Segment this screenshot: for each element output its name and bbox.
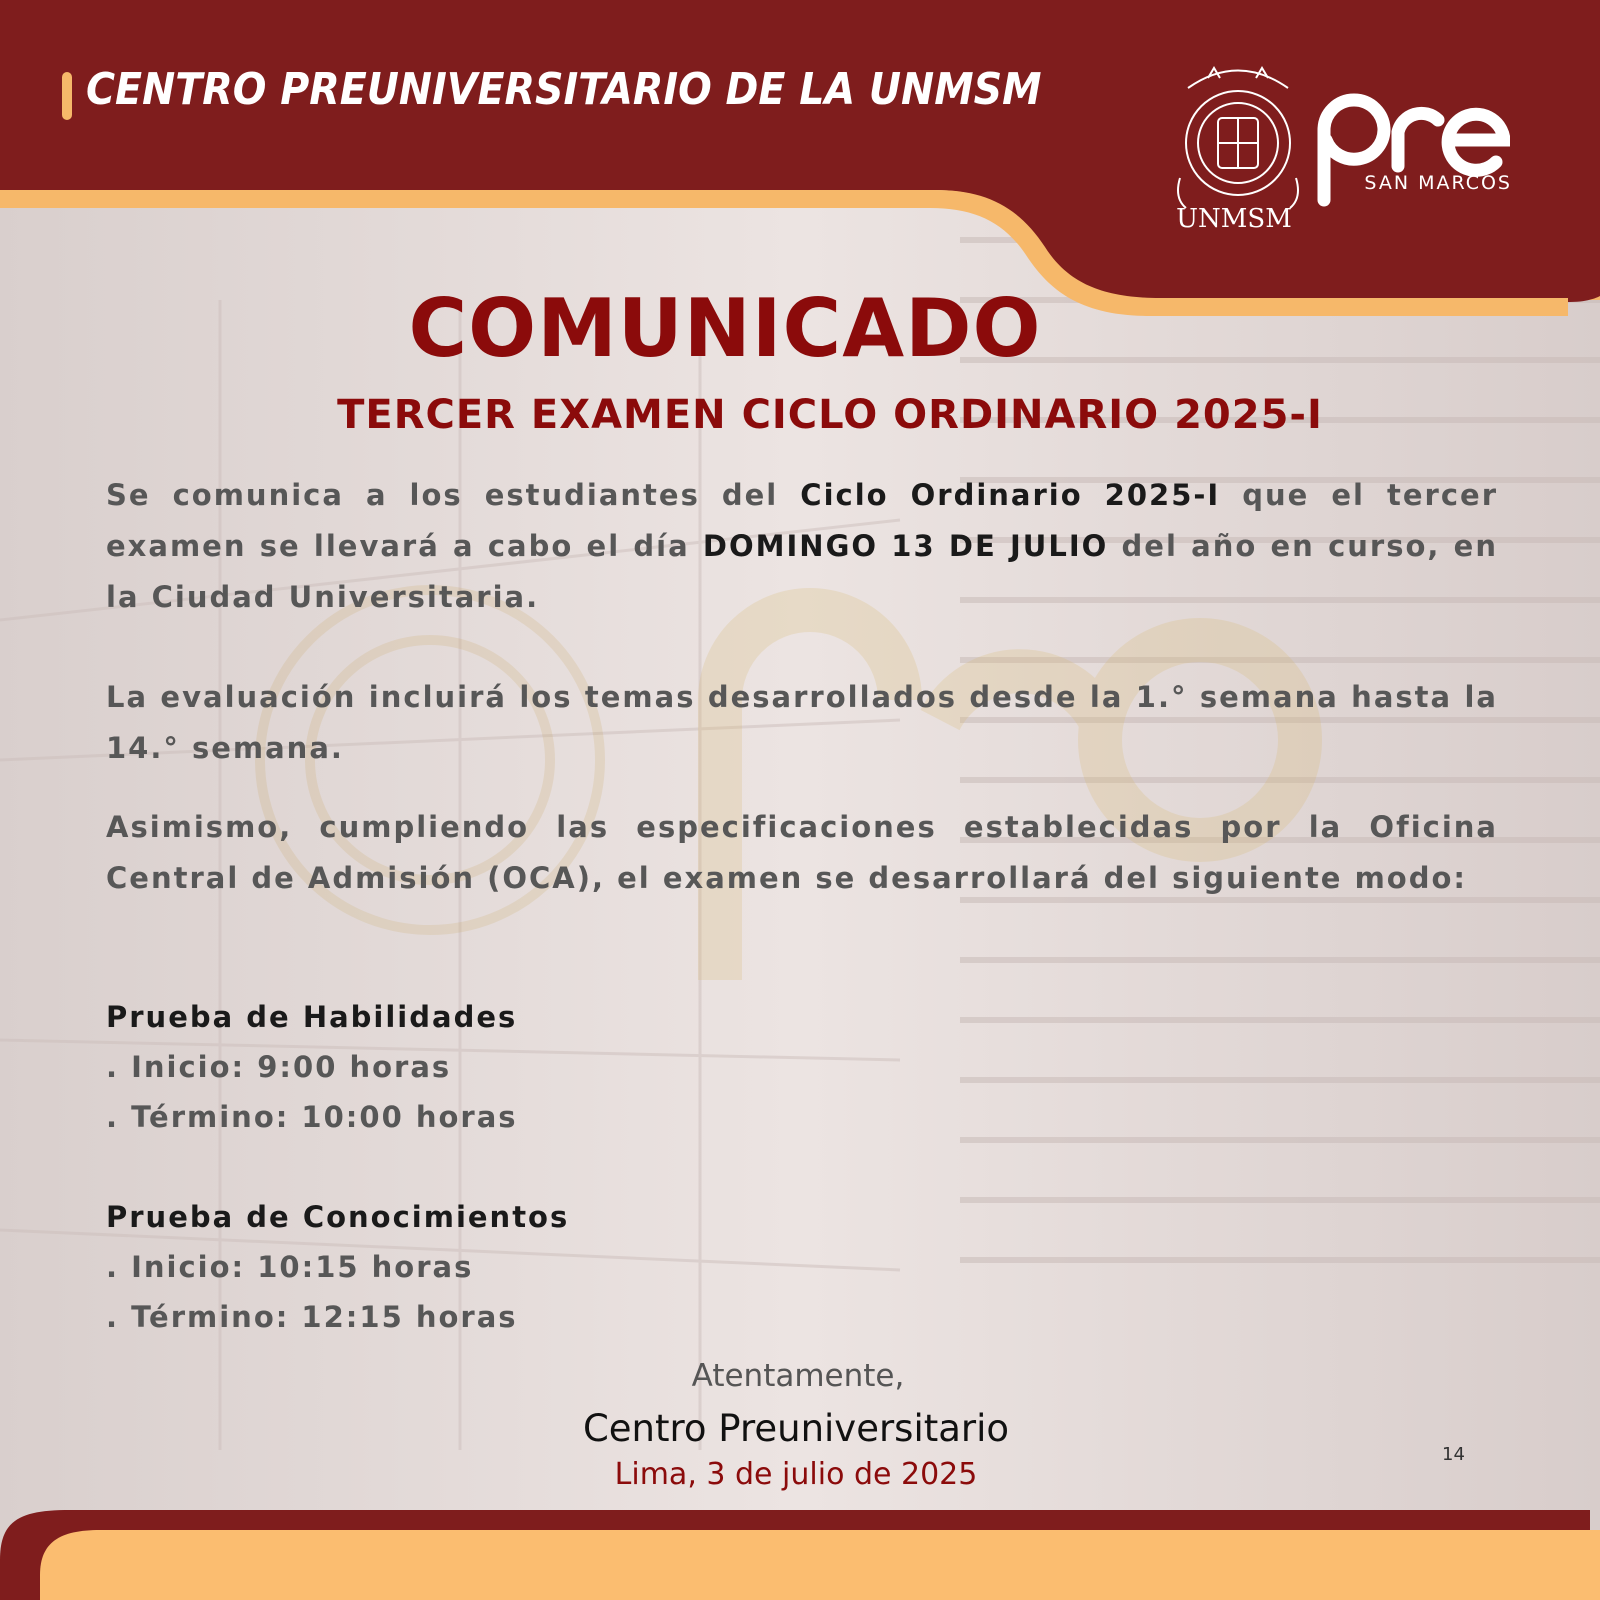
habilidades-start: . Inicio: 9:00 horas bbox=[106, 1050, 452, 1084]
closing-greeting: Atentamente, bbox=[691, 1358, 905, 1394]
footer-banner bbox=[0, 1500, 1600, 1600]
page-subtitle: TERCER EXAMEN CICLO ORDINARIO 2025-I bbox=[337, 392, 1323, 438]
header-title: CENTRO PREUNIVERSITARIO DE LA UNMSM bbox=[86, 64, 1042, 115]
conocimientos-end: . Término: 12:15 horas bbox=[106, 1300, 518, 1334]
page-title: COMUNICADO bbox=[408, 282, 1042, 375]
paragraph-specifications: Asimismo, cumpliendo las especificaciones establecidas por la Oficina Central de Admisión (OCA), el examen se desarrollará del siguiente modo: bbox=[106, 810, 1498, 895]
section-title-conocimientos: Prueba de Conocimientos bbox=[106, 1200, 570, 1234]
highlight-cycle: Ciclo Ordinario 2025-I bbox=[800, 478, 1221, 512]
paragraph-topics: La evaluación incluirá los temas desarrollados desde la 1.° semana hasta la 14.° semana. bbox=[106, 680, 1498, 765]
pre-logo-subtitle: SAN MARCOS bbox=[1364, 172, 1512, 194]
section-title-habilidades: Prueba de Habilidades bbox=[106, 1000, 518, 1034]
highlight-date: DOMINGO 13 DE JULIO bbox=[702, 529, 1109, 563]
paragraph-announcement: Se comunica a los estudiantes del Ciclo Ordinario 2025-I que el tercer examen se llevará a cabo el día DOMINGO 13 DE JULIO del año en curso, en la Ciudad Universitaria. bbox=[106, 478, 1498, 614]
closing-date: Lima, 3 de julio de 2025 bbox=[614, 1457, 978, 1492]
page-number: 14 bbox=[1442, 1444, 1465, 1465]
habilidades-end: . Término: 10:00 horas bbox=[106, 1100, 518, 1134]
closing-organization: Centro Preuniversitario bbox=[582, 1407, 1010, 1450]
conocimientos-start: . Inicio: 10:15 horas bbox=[106, 1250, 474, 1284]
title-accent-bar bbox=[62, 72, 72, 120]
unmsm-logo-text: UNMSM bbox=[1176, 204, 1292, 234]
